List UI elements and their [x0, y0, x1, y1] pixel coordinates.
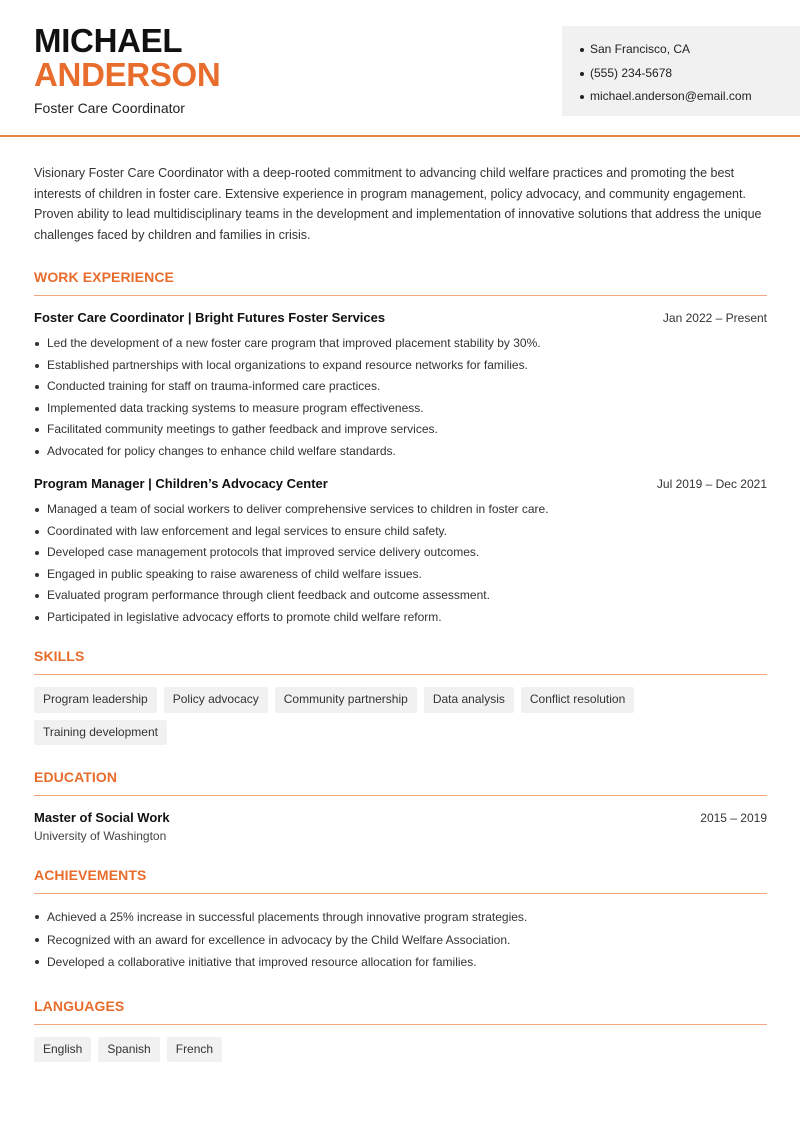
section-title-work: WORK EXPERIENCE	[34, 269, 767, 296]
job-bullet: Implemented data tracking systems to measure program effectiveness.	[34, 398, 767, 420]
job-bullet: Conducted training for staff on trauma-informed care practices.	[34, 376, 767, 398]
achievement-item: Developed a collaborative initiative that improved resource allocation for families.	[34, 951, 767, 974]
job-role: Foster Care Coordinator | Bright Futures Foster Services	[34, 310, 386, 326]
achievement-item: Achieved a 25% increase in successful placements through innovative program strategies.	[34, 906, 767, 929]
job-bullet: Developed case management protocols that improved service delivery outcomes.	[34, 542, 767, 564]
section-title-skills: SKILLS	[34, 648, 767, 675]
education-dates: 2015 – 2019	[700, 811, 767, 826]
languages-section	[34, 998, 767, 1063]
achievement-item: Recognized with an award for excellence in advocacy by the Child Welfare Association.	[34, 929, 767, 952]
job-title: Foster Care Coordinator	[34, 100, 185, 116]
section-title-education: EDUCATION	[34, 769, 767, 796]
contact-phone: (555) 234-5678	[580, 62, 800, 86]
skill-tag: Data analysis	[424, 687, 514, 713]
skill-tag: Community partnership	[275, 687, 417, 713]
skill-tag: Training development	[34, 720, 167, 746]
language-tag: Spanish	[98, 1037, 159, 1063]
candidate-name	[34, 24, 220, 92]
contact-email: michael.anderson@email.com	[580, 85, 800, 109]
job-bullet: Led the development of a new foster care program that improved placement stability by 30%.	[34, 333, 767, 355]
education-section	[34, 769, 767, 843]
skills-tags	[34, 687, 767, 745]
language-tags	[34, 1037, 767, 1063]
school-name: University of Washington	[34, 829, 167, 844]
job-entry	[34, 310, 767, 462]
job-bullet: Established partnerships with local organizations to expand resource networks for families.	[34, 355, 767, 377]
skill-tag: Policy advocacy	[164, 687, 268, 713]
job-bullet: Engaged in public speaking to raise awareness of child welfare issues.	[34, 564, 767, 586]
language-tag: English	[34, 1037, 91, 1063]
job-bullet: Coordinated with law enforcement and legal services to ensure child safety.	[34, 521, 767, 543]
skill-tag: Conflict resolution	[521, 687, 634, 713]
resume-body	[34, 137, 767, 1062]
last-name: ANDERSON	[34, 56, 221, 93]
degree-name: Master of Social Work	[34, 810, 170, 826]
job-bullet: Advocated for policy changes to enhance child welfare standards.	[34, 441, 767, 463]
job-bullet: Participated in legislative advocacy efforts to promote child welfare reform.	[34, 607, 767, 629]
section-title-languages: LANGUAGES	[34, 998, 767, 1025]
job-dates: Jul 2019 – Dec 2021	[656, 477, 767, 492]
first-name: MICHAEL	[34, 22, 183, 59]
summary-paragraph: Visionary Foster Care Coordinator with a deep-rooted commitment to advancing child welfare practices and promoting the best interests of children in foster care. Extensive experience in program management, policy advocacy, and community engagement. Proven ability to lead multidisciplinary teams in the development and implementation of innovative solutions that address the unique challenges faced by children and families in crisis.	[34, 166, 762, 242]
job-bullet: Evaluated program performance through client feedback and outcome assessment.	[34, 585, 767, 607]
work-experience-section	[34, 269, 767, 628]
job-role: Program Manager | Children’s Advocacy Center	[34, 476, 328, 492]
skill-tag: Program leadership	[34, 687, 157, 713]
resume-header	[0, 0, 800, 137]
contact-location: San Francisco, CA	[580, 38, 800, 62]
contact-box	[562, 26, 800, 116]
skills-section	[34, 648, 767, 745]
job-bullet: Facilitated community meetings to gather feedback and improve services.	[34, 419, 767, 441]
achievements-section	[34, 867, 767, 974]
language-tag: French	[167, 1037, 222, 1063]
job-entry	[34, 476, 767, 628]
job-dates: Jan 2022 – Present	[662, 311, 767, 326]
job-bullet: Managed a team of social workers to deliver comprehensive services to children in foster care.	[34, 499, 767, 521]
section-title-achievements: ACHIEVEMENTS	[34, 867, 767, 894]
education-entry	[34, 810, 767, 843]
